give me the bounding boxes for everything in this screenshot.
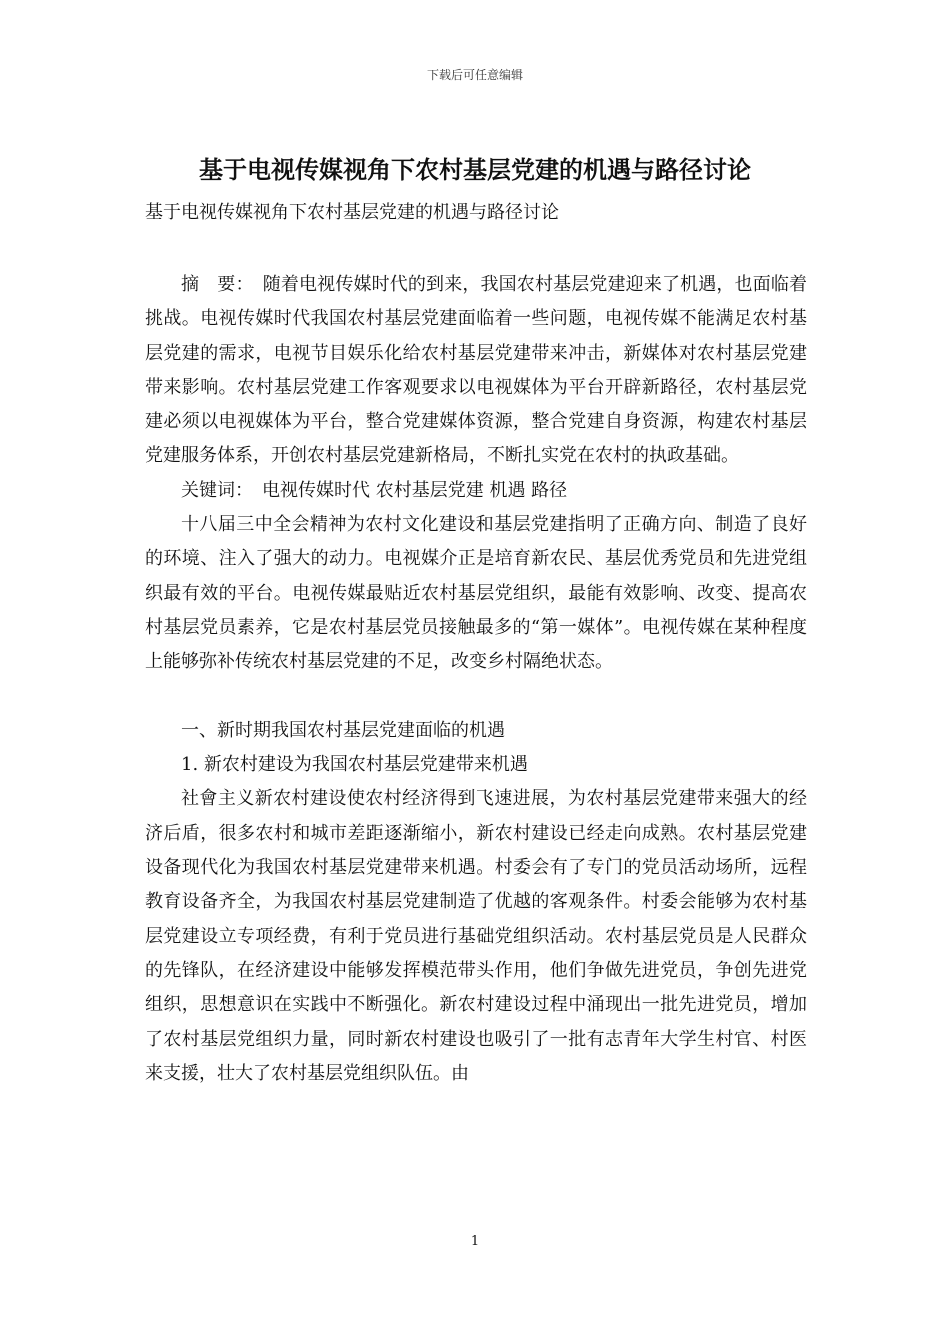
intro-paragraph: 十八届三中全会精神为农村文化建设和基层党建指明了正确方向、制造了良好的环境、注入了强大的动力。电视媒介正是培育新农民、基层优秀党员和先进党组织最有效的平台。电视传媒最贴近农村基层党组织，最能有效影响、改变、提高农村基层党员素养，它是农村基层党员接触最多的“第一媒体”。电视传媒在某种程度上能够弥补传统农村基层党建的不足，改变乡村隔绝状态。 xyxy=(145,514,807,673)
document-body xyxy=(145,268,807,1091)
document-subtitle: 基于电视传媒视角下农村基层党建的机遇与路径讨论 xyxy=(145,202,559,223)
page-number: 1 xyxy=(470,1234,480,1249)
abstract-paragraph: 摘 要： 随着电视传媒时代的到来，我国农村基层党建迎来了机遇，也面临着挑战。电视传媒时代我国农村基层党建面临着一些问题，电视传媒不能满足农村基层党建的需求，电视节目娱乐化给农村基层党建带来冲击，新媒体对农村基层党建带来影响。农村基层党建工作客观要求以电视媒体为平台开辟新路径，农村基层党建必须以电视媒体为平台，整合党建媒体资源，整合党建自身资源，构建农村基层党建服务体系，开创农村基层党建新格局，不断扎实党在农村的执政基础。 xyxy=(145,274,807,467)
subsection-heading: 1. 新农村建设为我国农村基层党建带来机遇 xyxy=(181,754,528,776)
page-header-note: 下载后可任意编辑 xyxy=(426,68,523,82)
keywords-line: 关键词： 电视传媒时代 农村基层党建 机遇 路径 xyxy=(181,479,568,501)
document-title: 基于电视传媒视角下农村基层党建的机遇与路径讨论 xyxy=(199,156,751,184)
subsection-paragraph: 社會主义新农村建设使农村经济得到飞速进展，为农村基层党建带来强大的经济后盾，很多农村和城市差距逐渐缩小，新农村建设已经走向成熟。农村基层党建设备现代化为我国农村基层党建带来机遇。村委会有了专门的党员活动场所，远程教育设备齐全，为我国农村基层党建制造了优越的客观条件。村委会能够为农村基层党建设立专项经费，有利于党员进行基础党组织活动。农村基层党员是人民群众的先锋队，在经济建设中能够发挥模范带头作用，他们争做先进党员，争创先进党组织，思想意识在实践中不断强化。新农村建设过程中涌现出一批先进党员，增加了农村基层党组织力量，同时新农村建设也吸引了一批有志青年大学生村官、村医来支援，壮大了农村基层党组织队伍。由 xyxy=(145,788,807,1084)
section-heading: 一、新时期我国农村基层党建面临的机遇 xyxy=(181,719,505,741)
